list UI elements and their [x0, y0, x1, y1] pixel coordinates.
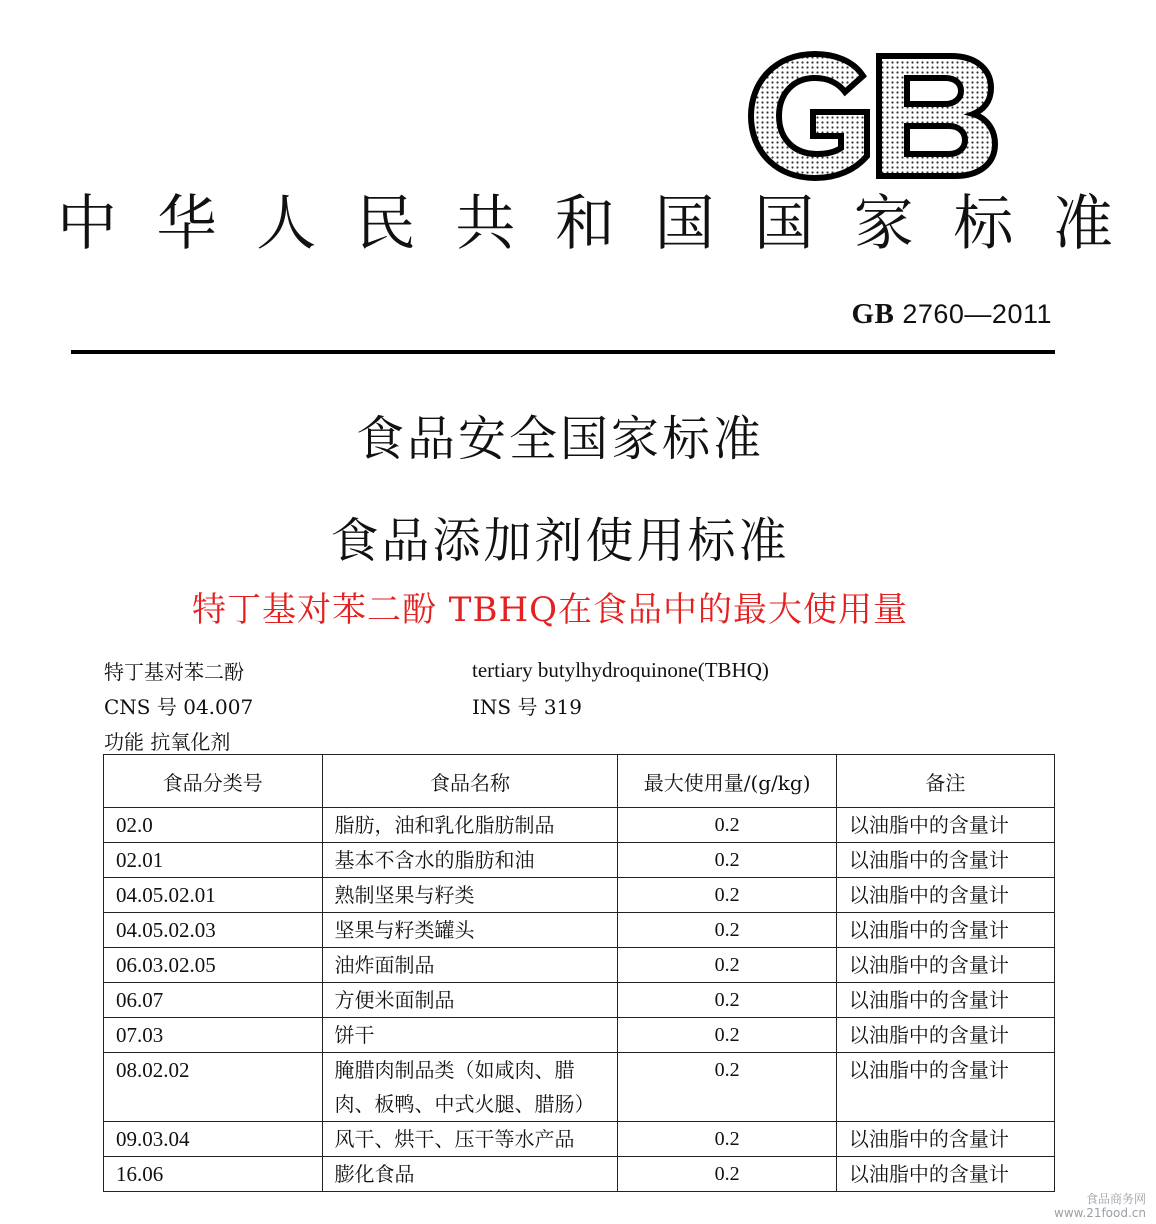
- standard-code: 2760—2011: [894, 299, 1052, 329]
- cell-note: 以油脂中的含量计: [836, 1018, 1054, 1053]
- title-line-1: 食品安全国家标准: [355, 411, 764, 467]
- cell-max: 0.2: [618, 948, 836, 983]
- country-char: 国: [754, 189, 815, 259]
- usage-table: [103, 754, 1055, 1192]
- cell-max: 0.2: [618, 1053, 836, 1122]
- header-max-usage: 最大使用量/(g/kg): [618, 755, 836, 808]
- cell-code: 08.02.02: [104, 1053, 323, 1122]
- cell-name: 腌腊肉制品类（如咸肉、腊肉、板鸭、中式火腿、腊肠）: [322, 1053, 618, 1122]
- cell-code: 04.05.02.01: [104, 878, 323, 913]
- site-watermark: [1054, 1192, 1146, 1220]
- country-char: 和: [554, 189, 615, 259]
- cell-code: 02.0: [104, 808, 323, 843]
- title-line-2: 食品添加剂使用标准: [330, 513, 790, 569]
- cell-note: 以油脂中的含量计: [836, 1157, 1054, 1192]
- cell-code: 16.06: [104, 1157, 323, 1192]
- cell-name: 膨化食品: [322, 1157, 618, 1192]
- cell-note: 以油脂中的含量计: [836, 948, 1054, 983]
- cell-note: 以油脂中的含量计: [836, 878, 1054, 913]
- table-row: [104, 843, 1055, 878]
- table-row: [104, 948, 1055, 983]
- cell-name: 基本不含水的脂肪和油: [322, 843, 618, 878]
- table-row: [104, 1053, 1055, 1122]
- cell-note: 以油脂中的含量计: [836, 1053, 1054, 1122]
- cell-code: 02.01: [104, 843, 323, 878]
- header-food-name: 食品名称: [322, 755, 618, 808]
- table-row: [104, 1018, 1055, 1053]
- ins-number: INS 号 319: [472, 695, 582, 719]
- country-char: 华: [156, 189, 217, 259]
- cell-code: 06.03.02.05: [104, 948, 323, 983]
- cell-name: 方便米面制品: [322, 983, 618, 1018]
- header-divider: [71, 350, 1055, 354]
- table-row: [104, 878, 1055, 913]
- additive-name-cn: 特丁基对苯二酚: [104, 660, 244, 684]
- red-title: 特丁基对苯二酚 TBHQ在食品中的最大使用量: [192, 590, 908, 630]
- table-row: [104, 913, 1055, 948]
- cell-code: 04.05.02.03: [104, 913, 323, 948]
- cell-code: 06.07: [104, 983, 323, 1018]
- cell-max: 0.2: [618, 1122, 836, 1157]
- table-row: [104, 1122, 1055, 1157]
- table-row: [104, 983, 1055, 1018]
- cell-note: 以油脂中的含量计: [836, 913, 1054, 948]
- country-char: 标: [953, 189, 1014, 259]
- country-char: 家: [853, 189, 914, 259]
- cell-max: 0.2: [618, 913, 836, 948]
- country-char: 人: [256, 189, 317, 259]
- header-notes: 备注: [836, 755, 1054, 808]
- watermark-cn: 食品商务网: [1085, 1192, 1146, 1206]
- cell-max: 0.2: [618, 983, 836, 1018]
- cell-name: 坚果与籽类罐头: [322, 913, 618, 948]
- cell-note: 以油脂中的含量计: [836, 808, 1054, 843]
- country-char: 共: [455, 189, 516, 259]
- table-row: [104, 1157, 1055, 1192]
- cell-note: 以油脂中的含量计: [836, 1122, 1054, 1157]
- country-char: 国: [654, 189, 715, 259]
- gb-logo: [745, 50, 1000, 182]
- cell-name: 风干、烘干、压干等水产品: [322, 1122, 618, 1157]
- cell-note: 以油脂中的含量计: [836, 983, 1054, 1018]
- function-text: 功能 抗氧化剂: [104, 730, 231, 754]
- cell-note: 以油脂中的含量计: [836, 843, 1054, 878]
- cell-code: 07.03: [104, 1018, 323, 1053]
- country-char: 民: [355, 189, 416, 259]
- header-category-code: 食品分类号: [104, 755, 323, 808]
- cell-max: 0.2: [618, 1018, 836, 1053]
- additive-name-en: tertiary butylhydroquinone(TBHQ): [472, 658, 769, 682]
- cell-max: 0.2: [618, 843, 836, 878]
- cell-max: 0.2: [618, 878, 836, 913]
- cell-max: 0.2: [618, 808, 836, 843]
- country-char: 中: [57, 189, 117, 259]
- cns-number: CNS 号 04.007: [104, 695, 254, 719]
- table-row: [104, 808, 1055, 843]
- cell-name: 熟制坚果与籽类: [322, 878, 618, 913]
- cell-max: 0.2: [618, 1157, 836, 1192]
- standard-number: [851, 298, 1052, 331]
- cell-code: 09.03.04: [104, 1122, 323, 1157]
- table-header-row: [104, 755, 1055, 808]
- cell-name: 油炸面制品: [322, 948, 618, 983]
- cell-name: 脂肪，油和乳化脂肪制品: [322, 808, 618, 843]
- watermark-url: www.21food.cn: [1054, 1206, 1146, 1220]
- standard-prefix: GB: [851, 298, 895, 330]
- country-title: [55, 188, 1115, 260]
- country-char: 准: [1052, 189, 1113, 259]
- cell-name: 饼干: [322, 1018, 618, 1053]
